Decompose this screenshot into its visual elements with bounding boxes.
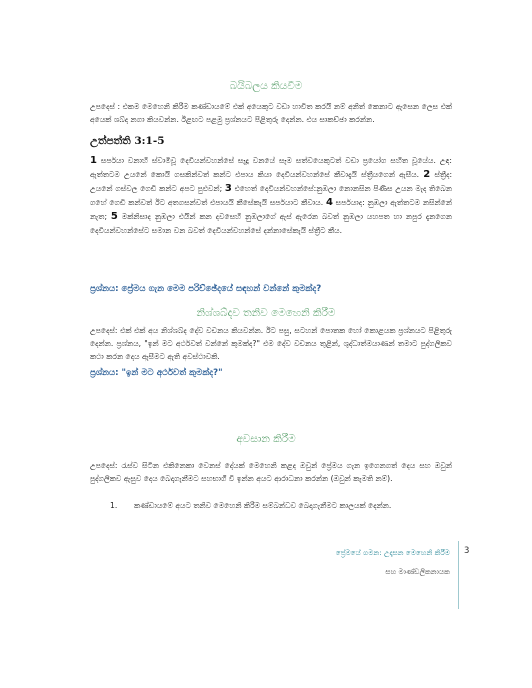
list-number: 1.	[110, 501, 118, 510]
verse-text-4: සර්පයාද: නුඹලා ඇත්තටම නසින්නේ නැත;	[90, 198, 453, 221]
scripture-passage	[90, 154, 452, 238]
reading-heading: බයිබලය කියවීම	[229, 80, 303, 92]
verse-number-2: 2	[423, 169, 431, 180]
question-love-passage: ප්‍රශ්නය: ප්‍රේමය ගැන මෙම පරිච්ඡේදයේ සඳහන් වන්නේ කුමක්ද?	[90, 284, 322, 294]
silent-meditation-heading: නිශ්ශබ්දව තනිව මෙහෙනි කිරීම	[196, 307, 336, 319]
verse-number-4: 4	[325, 197, 333, 208]
footer-title: ප්‍රේමයේ ගමන: උදෑසන මෙහෙනි කිරීම	[335, 548, 450, 557]
question-meaning: ප්‍රශ්නය: "ඉන් මට අර්ථවත් කුමක්ද?"	[90, 368, 223, 378]
verse-number-5: 5	[110, 211, 118, 222]
reading-instructions: උපදෙස් : එකම මෙහෙනි කිරීම කණ්ඩායමේ එක් අයෙකුට වඩා හාවිත කරයි නම් අනිත් කෙනාට ඇසෙන ලෙස එක් අයෙක් ශබ්ද නගා කියවන්න. ඊළඟට පළමු ප්‍රශ්නයට පිළිතුරු දෙන්න. එය සාකච්ඡා කරන්න.	[90, 102, 452, 124]
verse-text-1: සර්පයා වනාහි ස්වාමිවූ දෙවියන්වහන්සේ සෑදූ වනයේ සෑම සත්වයෙකුටත් වඩා ප්‍රයෝග සහිත වූයේය. උඳ: ඇත්තටම උයනේ කොයි ගසකින්වත් කන්ට එපාය කියා දෙවියන්වහන්සේ කීවාදැයි ස්ත්‍රීයගෙන් ඇසීය.	[90, 156, 452, 179]
verse-reference: උත්පත්ති 3:1-5	[90, 135, 165, 147]
verse-number-1: 1	[90, 155, 97, 166]
page-number: 3	[464, 546, 470, 556]
footer-divider	[458, 541, 459, 609]
verse-text-3: එහෙත් දෙවියන්වහන්සේ:නුඹලා නොනසින පිණිස උයන මැද තිබෙන ගහේ ගෙඩි කන්වත් ඊට අතගසන්වත් එපායයි කීසේකැයි සර්පයාට කීවාය.	[90, 184, 452, 207]
closing-heading: අවසාන කිරීම	[236, 433, 296, 445]
closing-instructions: උපදෙස්: රැස්ව සිටින එකිනෙකා වෙනස් දේයක් මෙහෙනි කළද ඔවුන් ප්‍රේමය ගැන ඉගෙනගත් දෙය සහ ඔවුන් පුද්ගලිකව ඇසුව දෙය බෙදාගැනීමට සහභාගී වී ඉන්න අයට ආරාධනා කරන්න (ඔවුන් කැමති නම්).	[90, 461, 452, 483]
verse-text-5: මක්නිසාද නුඹලා එයින් කන දවසෙහි නුඹලාගේ ඇස් ඇරෙන බවත් නුඹලා යහපත හා නපුර දැනගෙන දෙවියන්වහන්සේට සමාන වන බවත් දෙවියන්වහන්සේ දන්නාසේකැයි ස්ත්‍රීට කීය.	[90, 212, 452, 235]
verse-number-3: 3	[224, 183, 232, 194]
footer-subtitle: සහ මාණ්ඩලිකනායක	[385, 567, 450, 576]
verse-text-2: ස්ත්‍රීද: උයනේ ගස්වල ගෙඩි කන්ට අපට පුළුවන්;	[90, 170, 453, 193]
list-text: කණ්ඩායමේ අයට තනිව මෙහෙනි කිරීම සම්බන්ධව බෙදාගැනීමට කාලයක් දෙන්න.	[134, 501, 392, 510]
silent-meditation-instructions: උපදෙස්: එක් එක් අය නිශ්ශබ්ද දේව වචනය කියවන්න. ඊට පසු, සටහන් පොතක හෝ කොළයක ප්‍රශ්නයට පිළිතුරු දෙන්න. ප්‍රශ්නය, "ඉන් මට අර්ථවත් වන්නේ කුමක්ද?" එම දේව වචනය තුළින්, ශුද්ධාත්මයාණන් තමාට පුද්ගලිකව කථා කරන දෙය ඇසීමට ඇති අවස්ථාවකි.	[90, 326, 452, 361]
